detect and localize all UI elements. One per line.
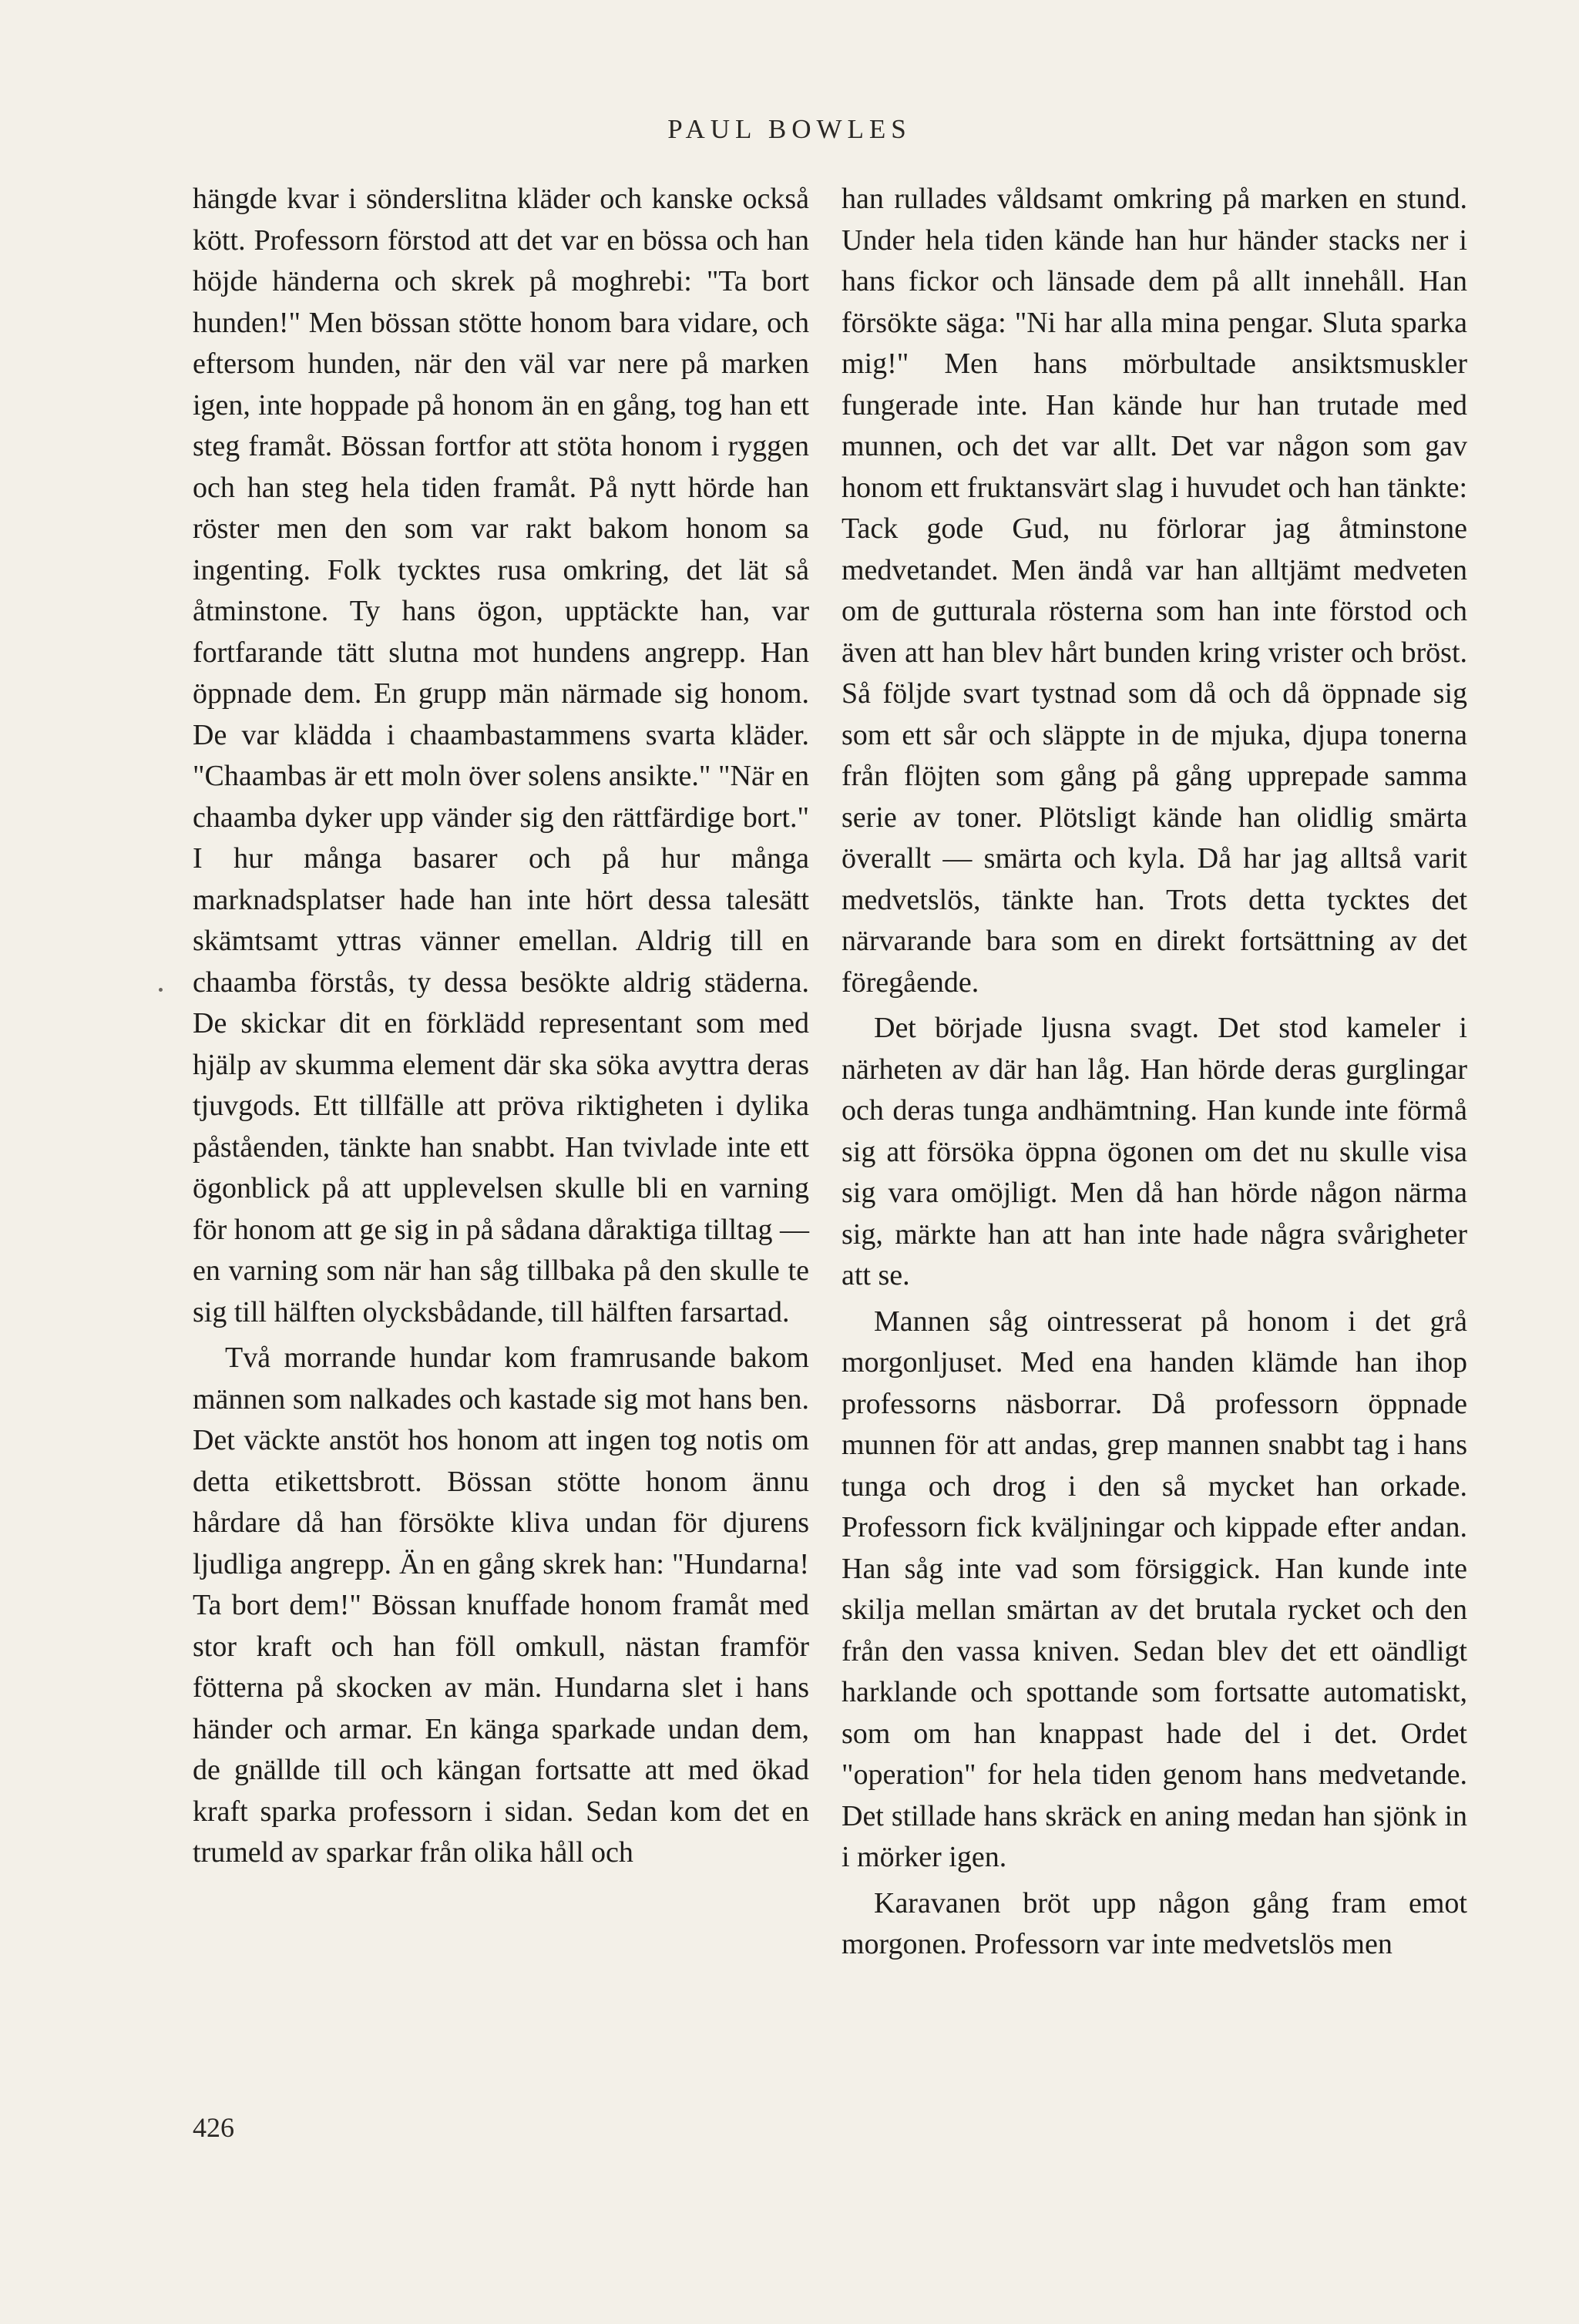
paragraph: hängde kvar i sönderslitna kläder och kanske också kött. Professorn förstod att det var en bössa och han höjde händerna och skrek på moghrebi: "Ta bort hunden!" Men bössan stötte honom bara vidare, och eftersom hunden, när den väl var nere på marken igen, inte hoppade på honom än en gång, tog han ett steg framåt. Bössan fortfor att stöta honom i ryggen och han steg hela tiden framåt. På nytt hörde han röster men den som var rakt bakom honom sa ingenting. Folk tycktes rusa omkring, det lät så åtminstone. Ty hans ögon, upptäckte han, var fortfarande tätt slutna mot hundens angrepp. Han öppnade dem. En grupp män närmade sig honom. De var klädda i chaambastammens svarta kläder. "Chaambas är ett moln över solens ansikte." "När en chaamba dyker upp vänder sig den rättfärdige bort." I hur många basarer och på hur många marknadsplatser hade han inte hört dessa talesätt skämtsamt yttras vänner emellan. Aldrig till en chaamba förstås, ty dessa besökte aldrig städerna. De skickar dit en förklädd representant som med hjälp av skumma element där ska söka avyttra deras tjuvgods. Ett tillfälle att pröva riktigheten i dylika påståenden, tänkte han snabbt. Han tvivlade inte ett ögonblick på att upplevelsen skulle bli en varning för honom att ge sig in på sådana dåraktiga tilltag — en varning som när han såg tillbaka på den skulle te sig till hälften olycksbådande, till hälften farsartad.	[193, 183, 809, 1328]
right-column	[842, 179, 1467, 1966]
page-number: 426	[193, 2112, 234, 2143]
paragraph: han rullades våldsamt omkring på marken en stund. Under hela tiden kände han hur händer stacks ner i hans fickor och länsade dem på allt innehåll. Han försökte säga: "Ni har alla mina pengar. Sluta sparka mig!" Men hans mörbultade ansiktsmuskler fungerade inte. Han kände hur han trutade med munnen, och det var allt. Det var någon som gav honom ett fruktansvärt slag i huvudet och han tänkte: Tack gode Gud, nu förlorar jag åtminstone medvetandet. Men ändå var han alltjämt medveten om de gutturala rösterna som han inte förstod och även att han blev hårt bunden kring vrister och bröst. Så följde svart tystnad som då och då öppnade sig som ett sår och släppte in de mjuka, djupa tonerna från flöjten som gång på gång upprepade samma serie av toner. Plötsligt kände han olidlig smärta överallt — smärta och kyla. Då har jag alltså varit medvetslös, tänkte han. Trots detta tycktes det närvarande bara som en direkt fortsättning av det föregående.	[842, 183, 1467, 999]
left-column	[193, 179, 809, 1874]
stray-mark	[159, 988, 163, 992]
paragraph: Mannen såg ointresserat på honom i det grå morgonljuset. Med ena handen klämde han ihop professorns näsborrar. Då professorn öppnade munnen för att andas, grep mannen snabbt tag i hans tunga och drog i den så mycket han orkade. Professorn fick kväljningar och kippade efter andan. Han såg inte vad som försiggick. Han kunde inte skilja mellan smärtan av det brutala rycket och den från den vassa kniven. Sedan blev det ett oändligt harklande och spottande som fortsatte automatiskt, som om han knappast hade del i det. Ordet "operation" for hela tiden genom hans medvetande. Det stillade hans skräck en aning medan han sjönk in i mörker igen.	[842, 1305, 1467, 1873]
paragraph: Det började ljusna svagt. Det stod kameler i närheten av där han låg. Han hörde deras gurglingar och deras tunga andhämtning. Han kunde inte förmå sig att försöka öppna ögonen om det nu skulle visa sig vara omöjligt. Men då han hörde någon närma sig, märkte han att han inte hade några svårigheter att se.	[842, 1012, 1467, 1291]
running-head: PAUL BOWLES	[667, 114, 912, 144]
paragraph: Karavanen bröt upp någon gång fram emot morgonen. Professorn var inte medvetslös men	[842, 1886, 1467, 1960]
paragraph: Två morrande hundar kom framrusande bakom männen som nalkades och kastade sig mot hans ben. Det väckte anstöt hos honom att ingen tog notis om detta etikettsbrott. Bössan stötte honom ännu hårdare då han försökte kliva undan för djurens ljudliga angrepp. Än en gång skrek han: "Hundarna! Ta bort dem!" Bössan knuffade honom framåt med stor kraft och han föll omkull, nästan framför fötterna på skocken av män. Hundarna slet i hans händer och armar. En känga sparkade undan dem, de gnällde till och kängan fortsatte att med ökad kraft sparka professorn i sidan. Sedan kom det en trumeld av sparkar från olika håll och	[193, 1342, 809, 1869]
